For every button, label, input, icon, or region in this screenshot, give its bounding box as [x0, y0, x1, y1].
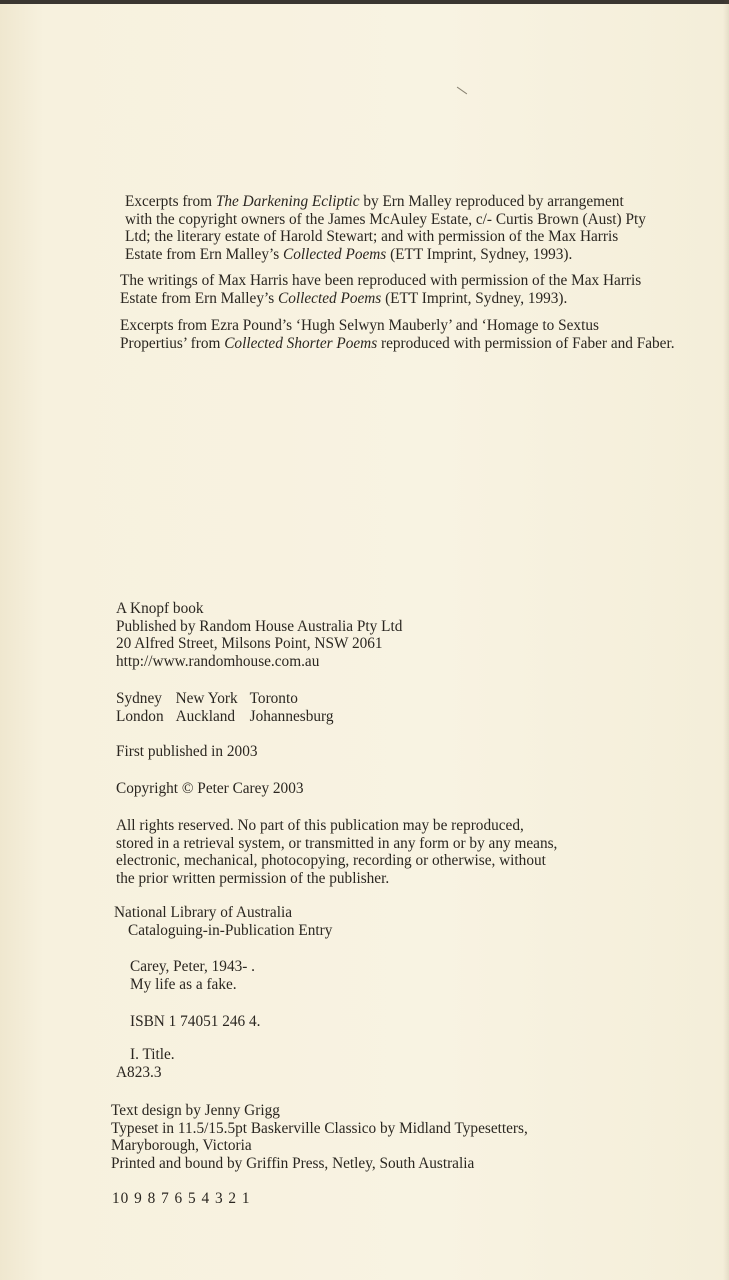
- book-title-collected-poems: Collected Poems: [278, 289, 382, 307]
- subject-classification: [116, 1046, 175, 1081]
- rights-line: stored in a retrieval system, or transmitted in any form or by any means,: [116, 834, 558, 852]
- book-title-darkening-ecliptic: The Darkening Ecliptic: [215, 193, 360, 210]
- rights-reserved: [116, 817, 557, 887]
- book-title-collected-poems: Collected Poems: [283, 245, 387, 263]
- rights-line: the prior written permission of the publisher.: [116, 869, 390, 887]
- ack2-line1: The writings of Max Harris have been reproduced with permission of the Max Harris: [120, 272, 642, 289]
- rights-line: All rights reserved. No part of this publication may be reproduced,: [116, 817, 524, 834]
- rights-line: electronic, mechanical, photocopying, recording or otherwise, without: [116, 852, 546, 869]
- ack2-line2: Estate from Ern Malley’s Collected Poems (ETT Imprint, Sydney, 1993).: [120, 289, 568, 307]
- city: Toronto: [249, 690, 298, 707]
- cip-author: Carey, Peter, 1943- .: [130, 958, 255, 975]
- typeset-credit: Typeset in 11.5/15.5pt Baskerville Classico by Midland Typesetters,: [111, 1119, 528, 1137]
- nla-line1: National Library of Australia: [114, 904, 292, 921]
- printer-credit: Printed and bound by Griffin Press, Netley, South Australia: [111, 1154, 475, 1172]
- acknowledgement-ezra-pound: [120, 317, 675, 352]
- page-edge-shadow: [723, 0, 729, 1280]
- city: Johannesburg: [249, 707, 334, 725]
- cities-row: [116, 690, 345, 708]
- ack3-line1: Excerpts from Ezra Pound’s ‘Hugh Selwyn Mauberly’ and ‘Homage to Sextus: [120, 317, 599, 334]
- first-published: First published in 2003: [116, 743, 258, 760]
- publisher-cities: [116, 690, 345, 725]
- cities-row: [116, 708, 345, 726]
- production-credits: [111, 1102, 528, 1172]
- stray-mark: [457, 87, 467, 95]
- publisher-info: [116, 600, 402, 670]
- text-design-credit: Text design by Jenny Grigg: [111, 1102, 280, 1119]
- cip-entry: [116, 958, 255, 993]
- copyright-notice: Copyright © Peter Carey 2003: [116, 780, 304, 797]
- publisher-address: 20 Alfred Street, Milsons Point, NSW 2061: [116, 635, 383, 652]
- publisher-url: http://www.randomhouse.com.au: [116, 652, 320, 670]
- cip-title: My life as a fake.: [130, 975, 237, 993]
- imprint: A Knopf book: [116, 600, 204, 617]
- subject-title: I. Title.: [130, 1046, 175, 1063]
- acknowledgement-max-harris: [120, 272, 641, 307]
- printing-number-line: 10 9 8 7 6 5 4 3 2 1: [112, 1190, 251, 1207]
- top-edge-rule: [0, 0, 729, 4]
- city: Auckland: [175, 707, 236, 725]
- city: London: [116, 707, 164, 725]
- ack1-line2: with the copyright owners of the James McAuley Estate, c/- Curtis Brown (Aust) Pty: [125, 210, 646, 228]
- ack1-line1: Excerpts from The Darkening Ecliptic by Ern Malley reproduced by arrangement: [125, 193, 624, 210]
- book-title-collected-shorter-poems: Collected Shorter Poems: [224, 334, 378, 352]
- ack3-line2: Propertius’ from Collected Shorter Poems reproduced with permission of Faber and Faber.: [120, 334, 675, 352]
- city: Sydney: [116, 690, 162, 707]
- ack1-line3: Ltd; the literary estate of Harold Stewart; and with permission of the Max Harris: [125, 228, 619, 245]
- nla-line2: Cataloguing-in-Publication Entry: [128, 921, 333, 939]
- publisher-name: Published by Random House Australia Pty Ltd: [116, 617, 403, 635]
- ack1-line4: Estate from Ern Malley’s Collected Poems (ETT Imprint, Sydney, 1993).: [125, 245, 573, 263]
- nla-heading: [114, 904, 332, 939]
- acknowledgement-ern-malley: [125, 193, 646, 263]
- typeset-location: Maryborough, Victoria: [111, 1137, 252, 1154]
- subject-code: A823.3: [116, 1063, 162, 1081]
- city: New York: [175, 690, 238, 707]
- isbn: ISBN 1 74051 246 4.: [130, 1013, 261, 1030]
